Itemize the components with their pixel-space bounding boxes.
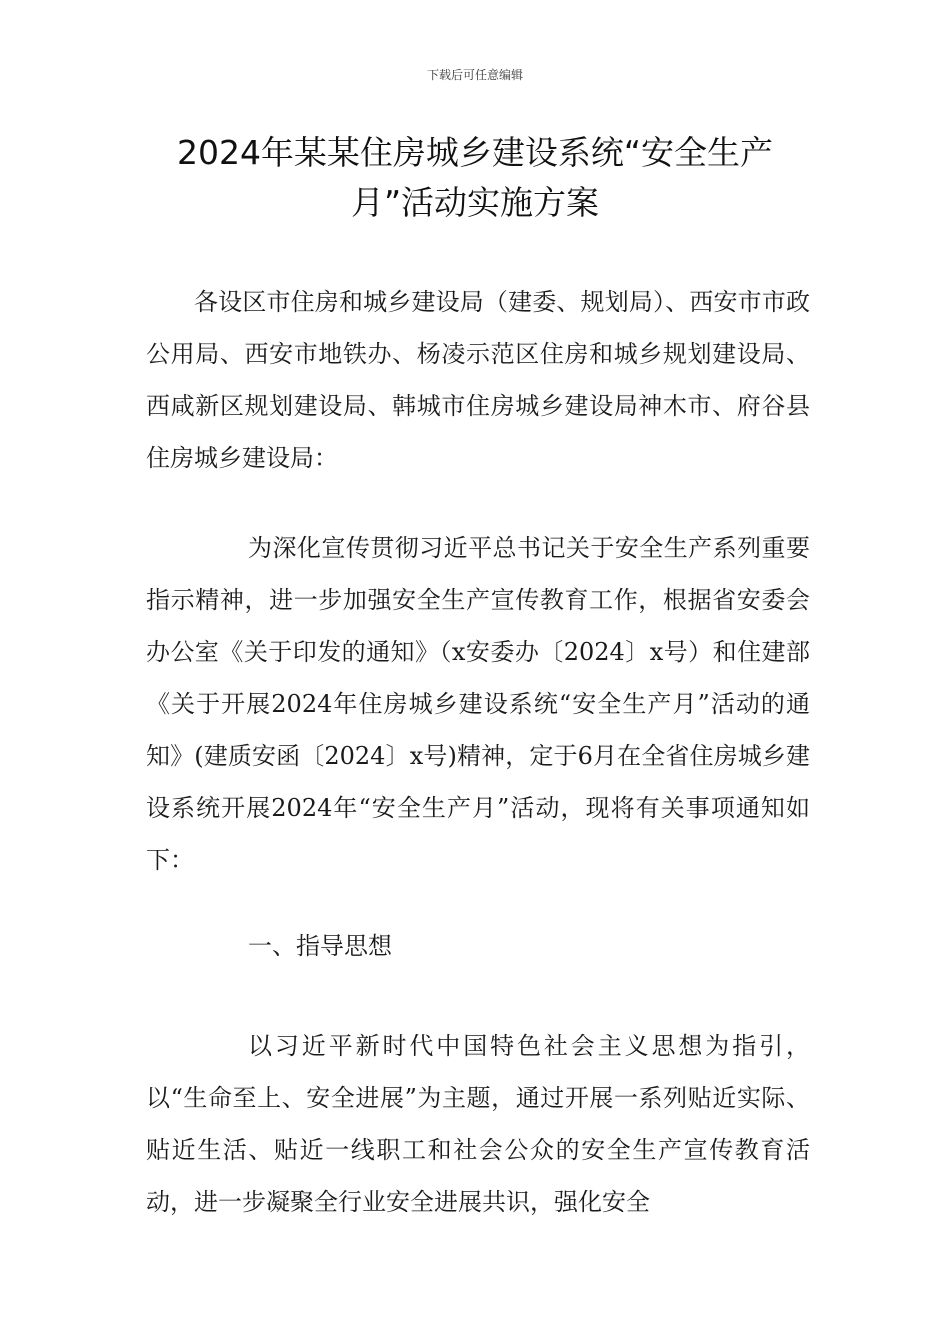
addressee-paragraph: 各设区市住房和城乡建设局（建委、规划局）、西安市市政公用局、西安市地铁办、杨凌示范区住房和城乡规划建设局、西咸新区规划建设局、韩城市住房城乡建设局神木市、府谷县住房城乡建设局： [146, 288, 810, 472]
section-heading-guiding-ideology: 一、指导思想 [248, 932, 392, 960]
document-title [120, 128, 830, 228]
section-paragraph-guiding-ideology: 以习近平新时代中国特色社会主义思想为指引，以“生命至上、安全进展”为主题，通过开展一系列贴近实际、贴近生活、贴近一线职工和社会公众的安全生产宣传教育活动，进一步凝聚全行业安全进展共识，强化安全 [146, 1032, 810, 1216]
header-note: 下载后可任意编辑 [426, 68, 523, 82]
intro-paragraph: 为深化宣传贯彻习近平总书记关于安全生产系列重要指示精神，进一步加强安全生产宣传教育工作，根据省安委会办公室《关于印发的通知》（x安委办〔2024〕x号）和住建部《关于开展2024年住房城乡建设系统“安全生产月”活动的通知》(建质安函〔2024〕x号)精神，定于6月在全省住房城乡建设系统开展2024年“安全生产月”活动，现将有关事项通知如下： [146, 534, 810, 874]
title-line-2: 月”活动实施方案 [350, 183, 600, 222]
title-line-1: 2024年某某住房城乡建设系统“安全生产 [176, 133, 774, 172]
